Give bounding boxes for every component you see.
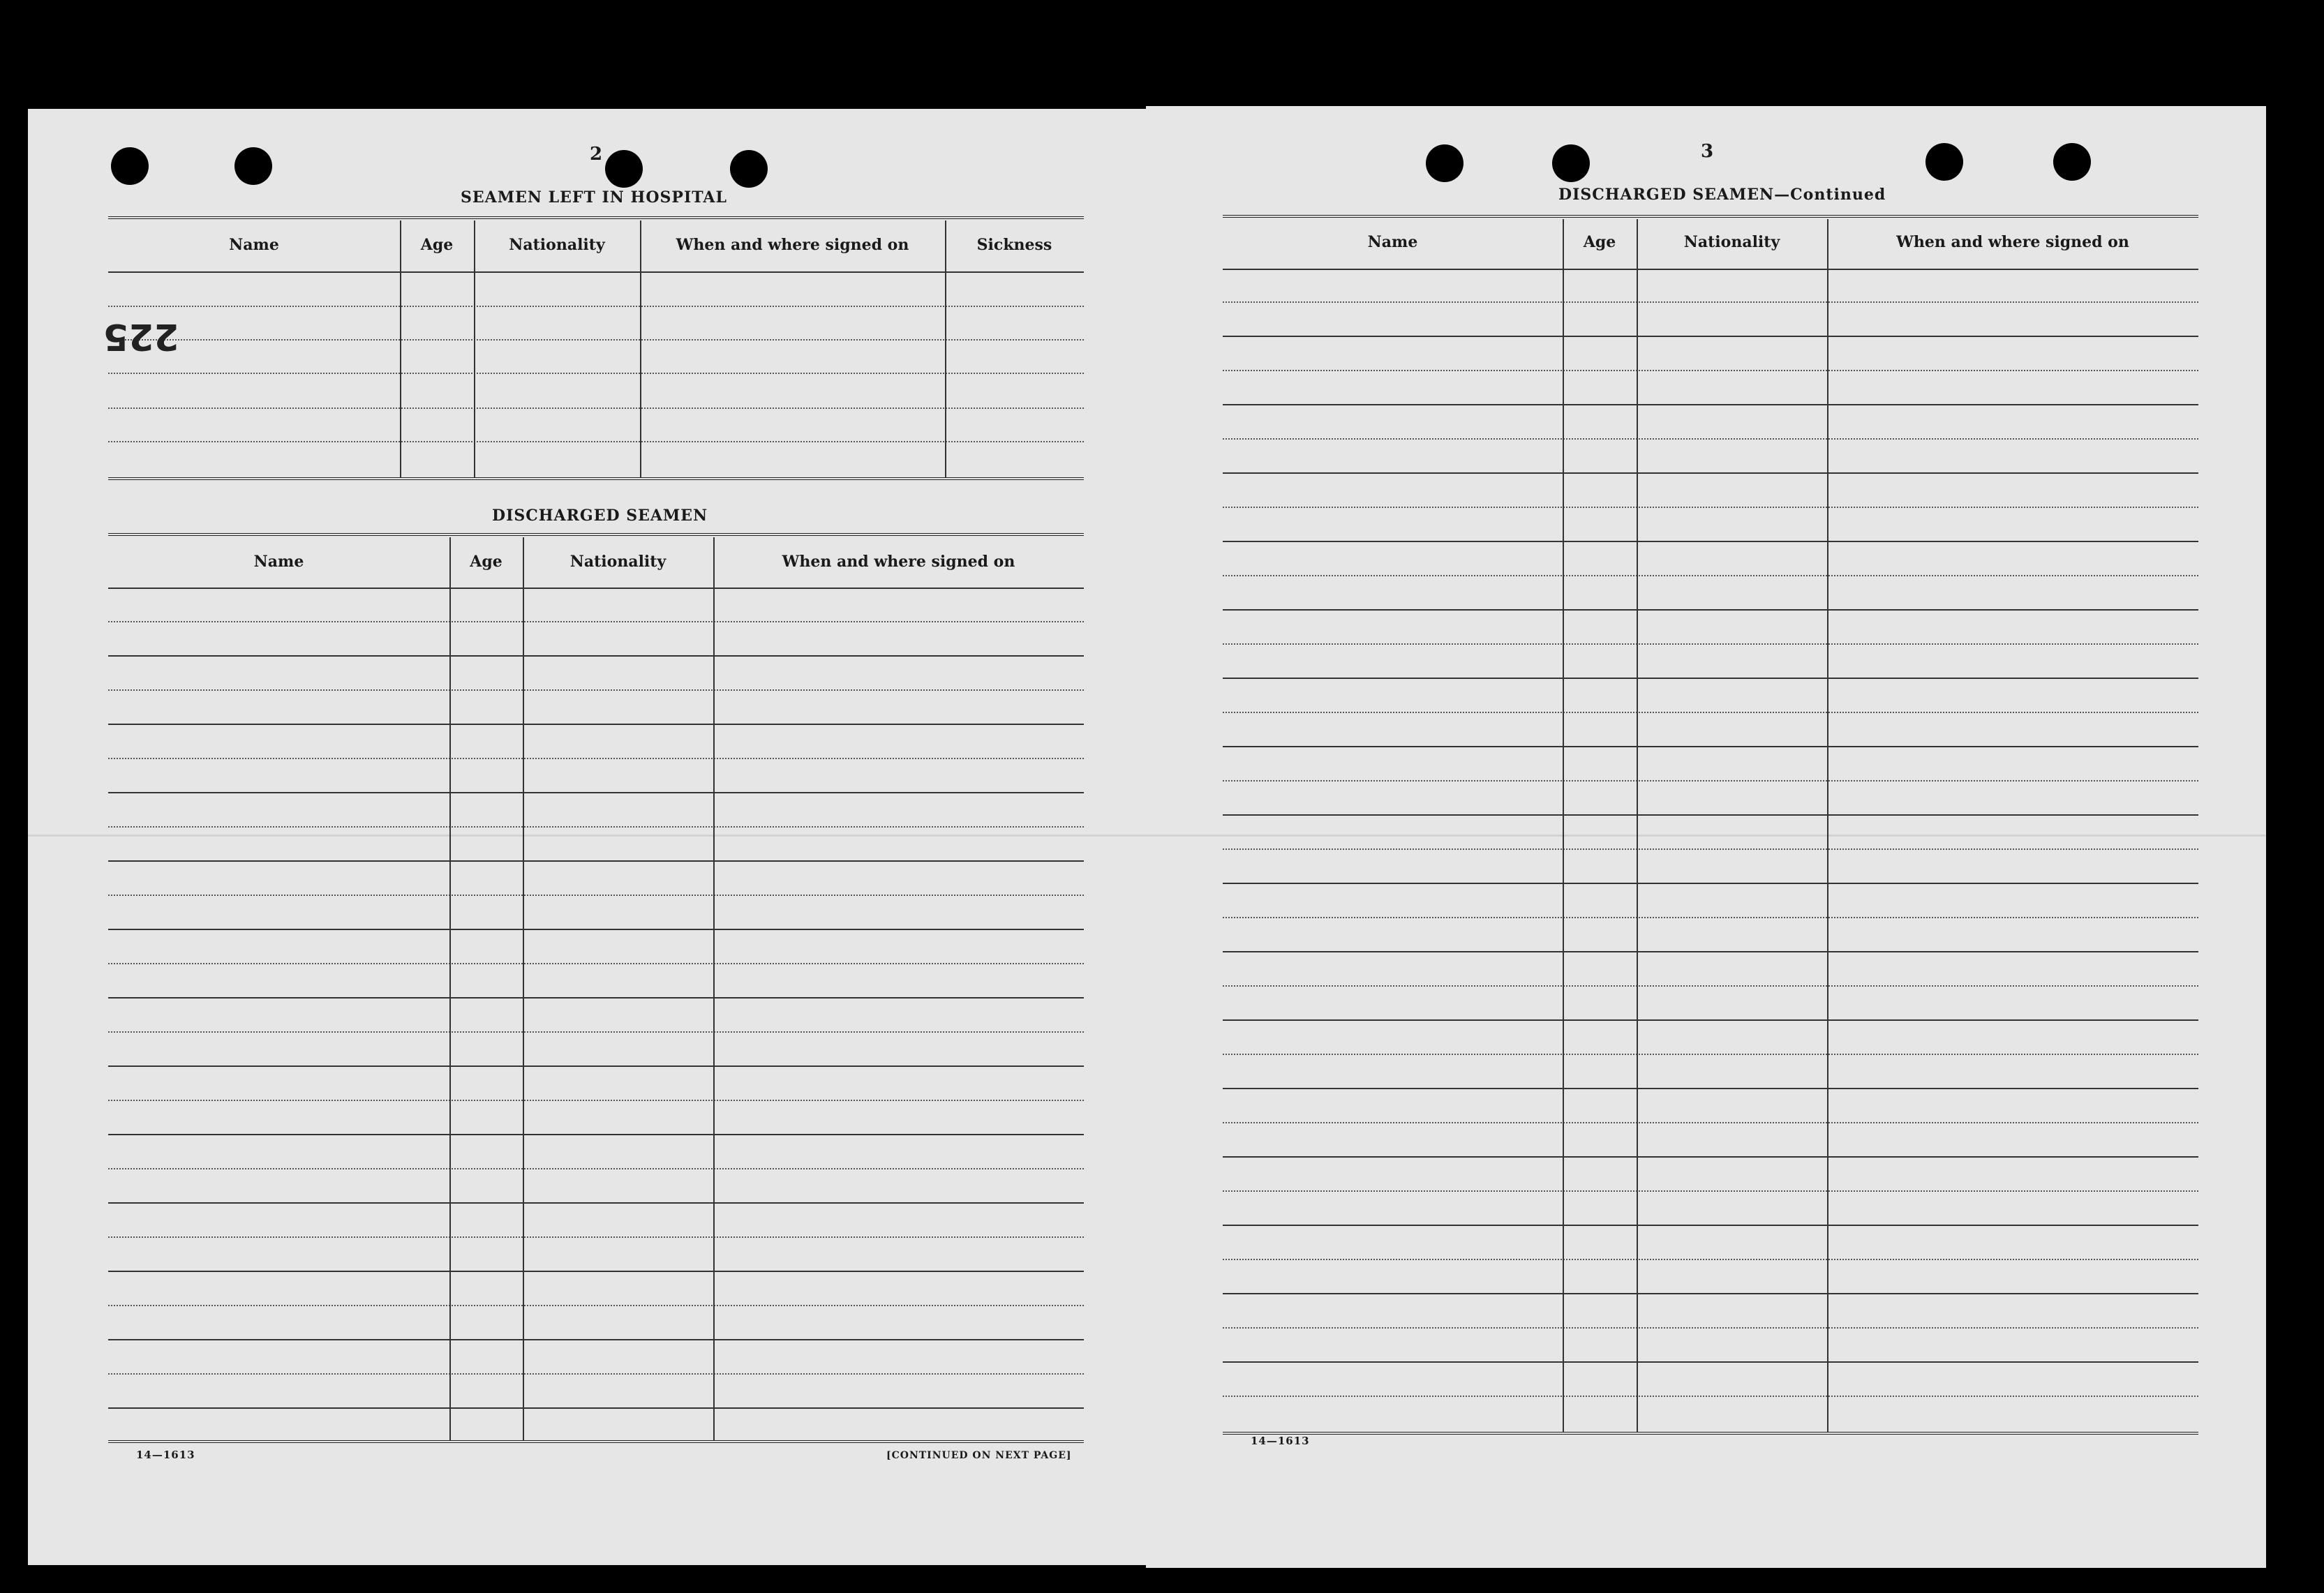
left-page-sheet xyxy=(28,109,1152,1565)
ruled-row-line xyxy=(1223,541,2198,542)
discharged-col-signed-on: When and where signed on xyxy=(782,553,1015,571)
ruled-row-line xyxy=(108,1100,1084,1101)
right-col-nationality: Nationality xyxy=(1683,233,1780,251)
ruled-row-line xyxy=(108,826,1084,828)
ruled-row-line xyxy=(1223,883,2198,884)
hospital-row-line xyxy=(108,373,1084,374)
right-table-top-rule xyxy=(1223,215,2198,218)
ruled-row-line xyxy=(1223,712,2198,713)
hospital-col-signed-on: When and where signed on xyxy=(676,236,909,254)
stamp-number: 225 xyxy=(103,315,179,357)
continued-note: [CONTINUED ON NEXT PAGE] xyxy=(886,1450,1072,1461)
ruled-row-line xyxy=(108,1373,1084,1375)
ruled-row-line xyxy=(1223,746,2198,747)
ruled-row-line xyxy=(1223,917,2198,918)
ruled-row-line xyxy=(1223,1156,2198,1158)
ruled-row-line xyxy=(1223,1190,2198,1192)
ruled-row-line xyxy=(108,689,1084,691)
ruled-row-line xyxy=(1223,1361,2198,1363)
hospital-col-nationality: Nationality xyxy=(509,236,605,254)
right-page-sheet xyxy=(1146,106,2266,1568)
hospital-col-divider xyxy=(400,220,401,477)
punch-hole xyxy=(234,147,272,185)
discharged-col-nationality: Nationality xyxy=(569,553,666,571)
ruled-row-line xyxy=(1223,1019,2198,1021)
ruled-row-line xyxy=(108,1236,1084,1238)
hospital-table-bottom-rule xyxy=(108,477,1084,480)
ruled-row-line xyxy=(108,997,1084,999)
punch-hole xyxy=(605,150,643,188)
form-number-right: 14—1613 xyxy=(1251,1435,1310,1447)
ruled-row-line xyxy=(1223,985,2198,987)
right-col-divider xyxy=(1563,219,1564,1432)
right-header-rule xyxy=(1223,269,2198,270)
right-col-age: Age xyxy=(1583,233,1616,251)
hospital-col-divider xyxy=(474,220,475,477)
discharged-header-rule xyxy=(108,588,1084,589)
hospital-col-name: Name xyxy=(229,236,279,254)
discharged-continued-title: DISCHARGED SEAMEN—Continued xyxy=(1558,186,1886,204)
punch-hole xyxy=(2053,143,2091,181)
page-number-right: 3 xyxy=(1701,141,1714,162)
ruled-row-line xyxy=(108,655,1084,657)
ruled-row-line xyxy=(108,860,1084,862)
ruled-row-line xyxy=(1223,814,2198,816)
ruled-row-line xyxy=(108,1305,1084,1306)
ruled-row-line xyxy=(1223,848,2198,850)
ruled-row-line xyxy=(108,724,1084,725)
discharged-col-divider xyxy=(449,537,451,1440)
page-number-left: 2 xyxy=(590,144,603,165)
discharged-col-divider xyxy=(713,537,715,1440)
ruled-row-line xyxy=(108,1031,1084,1033)
hospital-row-line xyxy=(108,306,1084,307)
hospital-col-divider xyxy=(640,220,641,477)
ruled-row-line xyxy=(108,1407,1084,1409)
ruled-row-line xyxy=(1223,472,2198,474)
discharged-col-divider xyxy=(523,537,524,1440)
ruled-row-line xyxy=(1223,301,2198,303)
right-col-divider xyxy=(1637,219,1638,1432)
ruled-row-line xyxy=(108,621,1084,622)
ruled-row-line xyxy=(108,895,1084,896)
discharged-table-bottom-rule xyxy=(108,1440,1084,1443)
punch-hole xyxy=(111,147,149,185)
ruled-row-line xyxy=(108,758,1084,759)
discharged-table-top-rule xyxy=(108,533,1084,536)
hospital-row-line xyxy=(108,407,1084,409)
right-col-divider xyxy=(1827,219,1828,1432)
ruled-row-line xyxy=(108,1339,1084,1340)
discharged-col-age: Age xyxy=(470,553,502,571)
hospital-table-top-rule xyxy=(108,216,1084,219)
ruled-row-line xyxy=(1223,438,2198,440)
punch-hole xyxy=(730,150,768,188)
hospital-col-divider xyxy=(945,220,946,477)
ruled-row-line xyxy=(1223,404,2198,405)
right-col-signed-on: When and where signed on xyxy=(1896,233,2129,251)
right-col-name: Name xyxy=(1367,233,1418,251)
punch-hole xyxy=(1926,143,1963,181)
ruled-row-line xyxy=(1223,951,2198,952)
ruled-row-line xyxy=(108,1065,1084,1067)
ruled-row-line xyxy=(1223,336,2198,337)
hospital-section-title: SEAMEN LEFT IN HOSPITAL xyxy=(461,188,727,207)
ruled-row-line xyxy=(1223,1327,2198,1329)
hospital-col-sickness: Sickness xyxy=(976,236,1052,254)
discharged-col-name: Name xyxy=(253,553,304,571)
ruled-row-line xyxy=(1223,1293,2198,1294)
hospital-col-age: Age xyxy=(420,236,454,254)
ruled-row-line xyxy=(1223,609,2198,611)
fold-crease xyxy=(28,835,2266,837)
ruled-row-line xyxy=(1223,370,2198,371)
ruled-row-line xyxy=(108,929,1084,930)
ruled-row-line xyxy=(1223,507,2198,508)
ruled-row-line xyxy=(1223,780,2198,781)
ruled-row-line xyxy=(1223,1225,2198,1226)
ruled-row-line xyxy=(1223,1088,2198,1089)
ruled-row-line xyxy=(108,1271,1084,1272)
ruled-row-line xyxy=(108,1202,1084,1204)
ruled-row-line xyxy=(1223,1122,2198,1123)
right-table-bottom-rule xyxy=(1223,1432,2198,1435)
punch-hole xyxy=(1552,144,1590,182)
hospital-header-rule xyxy=(108,271,1084,273)
punch-hole xyxy=(1426,144,1463,182)
form-number-left: 14—1613 xyxy=(136,1449,195,1461)
ruled-row-line xyxy=(1223,678,2198,679)
hospital-row-line xyxy=(108,339,1084,341)
ruled-row-line xyxy=(108,1168,1084,1169)
ruled-row-line xyxy=(108,1134,1084,1135)
discharged-section-title: DISCHARGED SEAMEN xyxy=(492,507,708,525)
ruled-row-line xyxy=(1223,575,2198,576)
ruled-row-line xyxy=(108,792,1084,793)
ruled-row-line xyxy=(1223,1396,2198,1397)
ruled-row-line xyxy=(1223,1259,2198,1260)
ruled-row-line xyxy=(1223,643,2198,645)
ruled-row-line xyxy=(108,963,1084,964)
ruled-row-line xyxy=(1223,1054,2198,1055)
hospital-row-line xyxy=(108,441,1084,442)
